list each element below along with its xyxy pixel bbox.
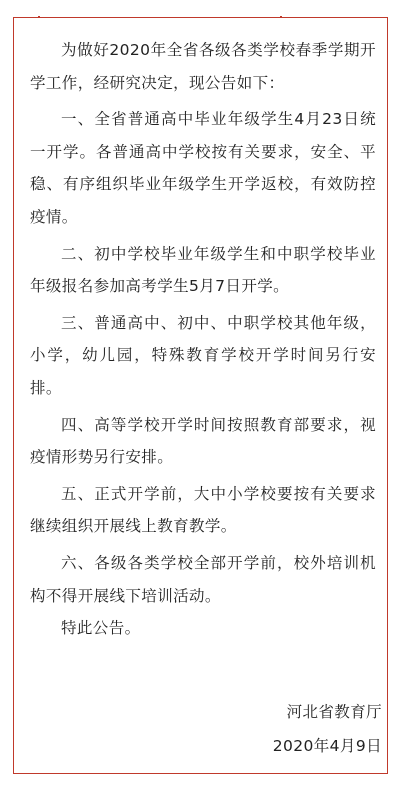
intro-paragraph: 为做好2020年全省各级各类学校春季学期开学工作，经研究决定，现公告如下：: [30, 41, 376, 92]
item-paragraph-1: 一、全省普通高中毕业年级学生4月23日统一开学。各普通高中学校按有关要求，安全、平稳、有序组织毕业年级学生开学返校，有效防控疫情。: [30, 110, 376, 226]
item-paragraph-4: 四、高等学校开学时间按照教育部要求，视疫情形势另行安排。: [30, 415, 376, 467]
notice-body: [30, 34, 376, 645]
issue-date: 2020年4月9日: [272, 737, 382, 755]
item-paragraph-3: 三、普通高中、初中、中职学校其他年级，小学，幼儿园，特殊教育学校开学时间另行安排。: [30, 313, 376, 397]
item-paragraph-6: 六、各级各类学校全部开学前，校外培训机构不得开展线下培训活动。: [30, 553, 376, 605]
frame-dot: [38, 16, 40, 18]
item-paragraph-2: 二、初中学校毕业年级学生和中职学校毕业年级报名参加高考学生5月7日开学。: [30, 244, 376, 296]
closing-paragraph: 特此公告。: [61, 619, 141, 638]
issuer-name: 河北省教育厅: [286, 703, 382, 721]
frame-dot: [280, 16, 282, 18]
item-paragraph-5: 五、正式开学前，大中小学校要按有关要求继续组织开展线上教育教学。: [30, 484, 376, 536]
